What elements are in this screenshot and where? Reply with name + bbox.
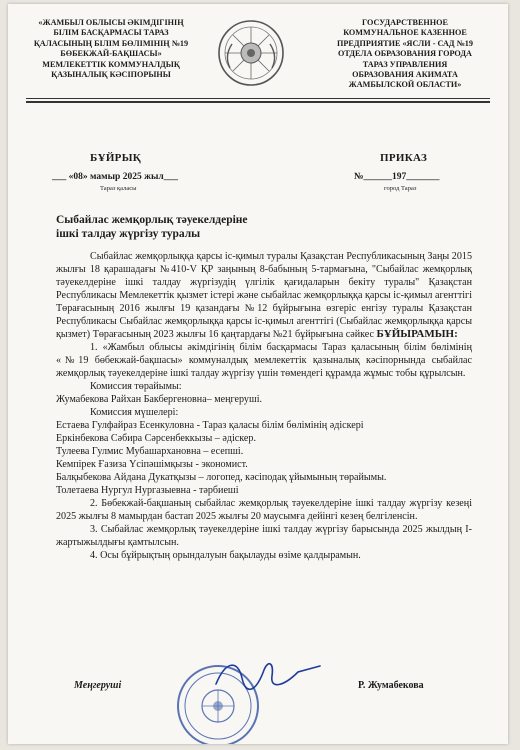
header-right-ru [320,18,490,91]
header-left-line: БІЛІМ БАСҚАРМАСЫ ТАРАЗ [53,28,169,38]
preamble-paragraph [56,250,472,341]
doc-date: ___ «08» мамыр 2025 жыл___ [52,172,178,182]
item-2: 2. Бөбекжай-бақшаның сыбайлас жемқорлық тәуекелдеріне ішкі талдау жүргізу кезеңі 2025 жылғы 8 мамырдан бастап 2025 жылғы 20 маусымға дейінгі кезең белгіленсін. [56,498,472,522]
doc-place-kz: Тараз қаласы [100,185,137,192]
header-right-line: ОБРАЗОВАНИЯ АКИМАТА [352,70,458,80]
item-1: 1. «Жамбыл облысы әкімдігінің білім басқармасы Тараз қаласының білім бөлімінің «№19 бөбекжай-бақшасы» коммуналдық мемлекеттік қазыналық кәсіпорнында сыбайлас жемқорлық тәуекелдеріне ішкі талдау жүргізу үшін төмендегі құрамда жұмыс тобы құрылсын. [56,342,472,379]
member-item: Балқыбекова Айдана Дукатқызы – логопед, кәсіподақ ұйымының төрайымы. [56,472,387,483]
doc-body [56,250,472,562]
signer-name: Р. Жумабекова [358,680,424,691]
doc-type-ru: ПРИКАЗ [380,152,428,164]
doc-title [56,214,248,241]
header-left-line: «ЖАМБЫЛ ОБЛЫСЫ ӘКІМДІГІНІҢ [38,18,184,27]
document-page [8,4,508,744]
header-right-line: ПРЕДПРИЯТИЕ «ЯСЛИ - САД №19 [337,38,473,48]
header-left-line: БӨБЕКЖАЙ-БАҚШАСЫ» [60,49,162,59]
header-right-line: ЖАМБЫЛСКОЙ ОБЛАСТИ» [348,80,462,90]
member-item: Тулеева Гулмис Мубашархановна – есепші. [56,446,244,457]
header-right-line: ТАРАЗ УПРАВЛЕНИЯ [362,59,448,69]
header-divider [26,98,490,99]
header-right-line: ОТДЕЛА ОБРАЗОВАНИЯ ГОРОДА [338,49,472,59]
signer-role: Меңгеруші [74,680,122,691]
header-left-kz [26,18,196,80]
doc-place-ru: город Тараз [384,185,417,192]
chair-label: Комиссия төрайымы: [90,381,182,392]
member-item: Естаева Гулфайраз Есенкуловна - Тараз қаласы білім бөлімінің әдіскері [56,420,364,431]
doc-number: №______197_______ [354,172,440,182]
doc-title-line: ішкі талдау жүргізу туралы [56,227,201,240]
members-label: Комиссия мүшелері: [90,407,179,418]
header-left-line: ҚАЛАСЫНЫҢ БІЛІМ БӨЛІМІНІҢ №19 [33,38,189,48]
order-keyword: БҰЙЫРАМЫН: [376,328,458,340]
header-divider [26,101,490,103]
handwritten-signature-icon [208,652,328,696]
item-3: 3. Сыбайлас жемқорлық тәуекелдеріне ішкі талдау жүргізу барысында 2025 жылдың I-жартыжылдығы қамтылсын. [56,524,472,548]
member-item: Толетаева Нургул Нургазыевна - тәрбиеші [56,485,239,496]
state-emblem-icon [216,18,286,88]
header-left-line: МЕМЛЕКЕТТІК КОММУНАЛДЫҚ [42,59,180,69]
header-right-line: ГОСУДАРСТВЕННОЕ [362,18,448,27]
member-item: Кемпірек Ғазиза Үсіпәшімқызы - экономист. [56,459,248,470]
member-item: Еркінбекова Сәбира Сәрсенбеккызы – әдіскер. [56,433,256,444]
header-right-line: КОММУНАЛЬНОЕ КАЗЕННОЕ [343,28,467,38]
doc-type-kz: БҰЙРЫҚ [90,152,142,164]
header-left-line: ҚАЗЫНАЛЫҚ КӘСІПОРЫНЫ [51,70,171,80]
item-4: 4. Осы бұйрықтың орындалуын бақылауды өзіме қалдырамын. [90,550,361,561]
chair-name: Жумабекова Райхан Бакбергеновна– меңгеруші. [56,394,263,405]
preamble-text: Сыбайлас жемқорлыққа қарсы іс-қимыл туралы Қазақстан Республикасының Заңы 2015 жылғы 18 қарашадағы №410-V ҚР заңының 8-бабының 5-тармағына, "Сыбайлас жемқорлық тәуекелдеріне ішкі талдау жүргізудің үлгілік қағидаларын бекіту туралы" Қазақстан Республикасы Мемлекеттік қызмет істері және сыбайлас жемқорлыққа қарсы іс-қимыл агенттігі Төрағасының 2016 жылғы 19 қазандағы №12 бұйрығына өзгеріс енгізу туралы Қазақстан Республикасы Сыбайлас жемқорлыққа қарсы іс-қимыл агенттігі (Сыбайлас жемқорлыққа қарсы қызмет) Төрағасының 2023 жылғы 16 қаңтардағы №21 бұйрығына сәйкес [56,251,472,340]
doc-title-line: Сыбайлас жемқорлық тәуекелдеріне [56,214,248,226]
